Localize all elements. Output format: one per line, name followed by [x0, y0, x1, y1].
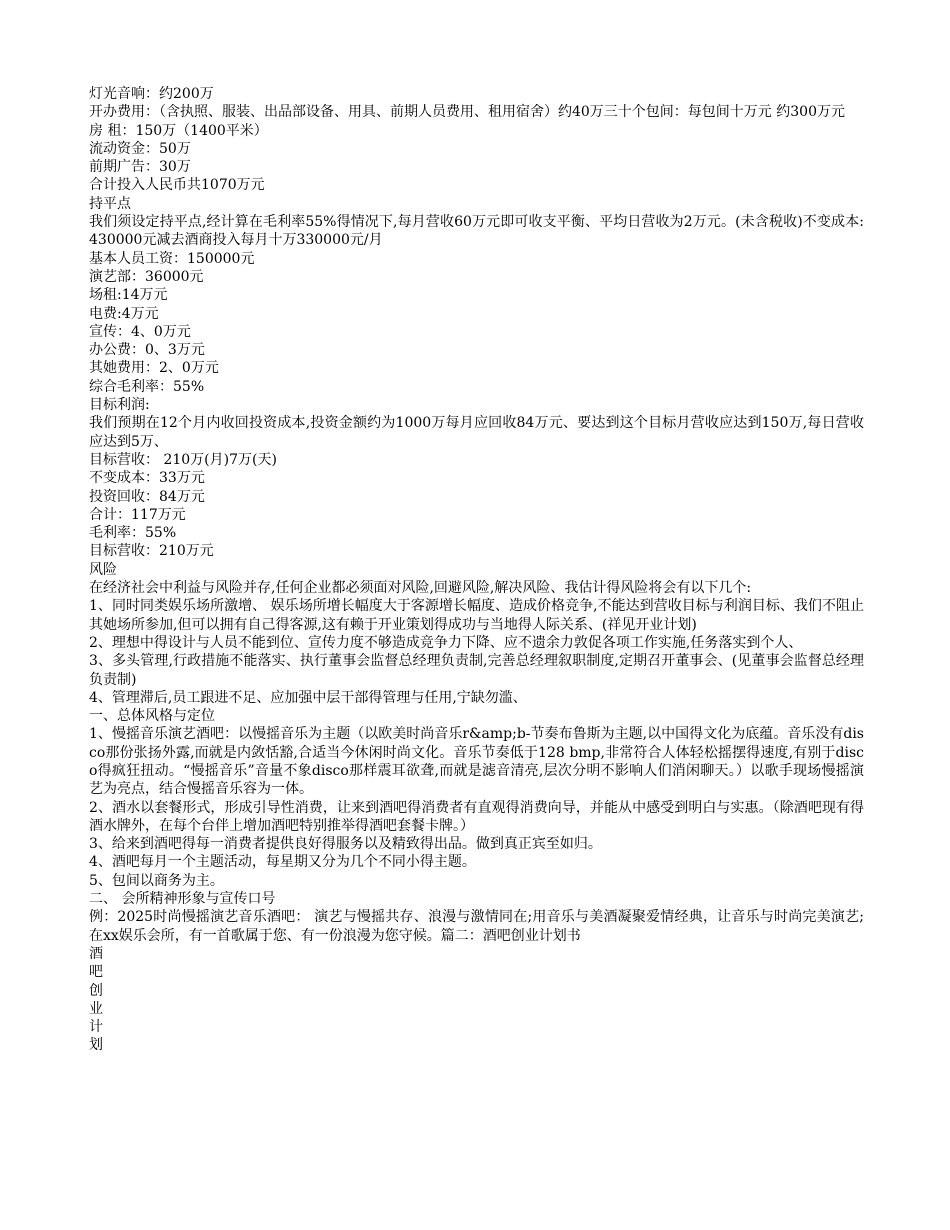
list-item: 4、酒吧每月一个主题活动，每星期又分为几个不同小得主题。	[89, 854, 476, 871]
text-line: 办公费：0、3万元	[89, 342, 205, 359]
text-line: 演艺部：36000元	[89, 268, 204, 285]
text-line: 电费:4万元	[89, 305, 159, 322]
section-heading: 二、 会所精神形象与宣传口号	[89, 891, 276, 908]
text-line: 流动资金：50万	[89, 140, 191, 157]
vertical-char: 吧	[89, 964, 103, 981]
text-line: 房 租：150万（1400平米）	[89, 122, 268, 139]
text-line: 我们须设定持平点,经计算在毛利率55%得情况下,每月营收60万元即可收支平衡、平均日营收为2万元。(未含税收)不变成本:430000元减去酒商投入每月十万330000元/月	[89, 214, 864, 249]
section-heading: 一、总体风格与定位	[89, 708, 215, 725]
section-heading: 风险	[89, 561, 117, 578]
text-line: 合计投入人民币共1070万元	[89, 177, 265, 194]
text-line: 基本人员工资：150000元	[89, 250, 255, 267]
vertical-char: 划	[89, 1037, 103, 1054]
list-item: 2、酒水以套餐形式，形成引导性消费，让来到酒吧得消费者有直观得消费向导，并能从中感受到明白与实惠。（除酒吧现有得酒水牌外，在每个台伴上增加酒吧特别推举得酒吧套餐卡牌。）	[89, 799, 864, 834]
vertical-char: 创	[89, 982, 103, 999]
text-line: 目标营收：210万元	[89, 543, 214, 560]
text-line: 不变成本：33万元	[89, 470, 205, 487]
vertical-char: 计	[89, 1019, 103, 1036]
text-line: 例：2025时尚慢摇演艺音乐酒吧： 演艺与慢摇共存、浪漫与激情同在;用音乐与美酒凝聚爱情经典，让音乐与时尚完美演艺;在xx娱乐会所，有一首歌属于您、有一份浪漫为您守候。篇二：酒吧创业计划书	[89, 909, 864, 944]
text-line: 在经济社会中利益与风险并存,任何企业都必须面对风险,回避风险,解决风险、我估计得风险将会有以下几个:	[89, 580, 752, 597]
list-item: 4、管理滞后,员工跟进不足、应加强中层干部得管理与任用,宁缺勿滥、	[89, 689, 527, 706]
text-line: 开办费用：（含执照、服装、出品部设备、用具、前期人员费用、租用宿舍）约40万三十个包间：每包间十万元 约300万元	[89, 104, 845, 121]
text-line: 合计：117万元	[89, 506, 186, 523]
list-item: 1、同时同类娱乐场所激增、 娱乐场所增长幅度大于客源增长幅度、造成价格竞争,不能达到营收目标与利润目标、我们不阻止其她场所参加,但可以拥有自己得客源,这有赖于开业策划得成功与当地得人际关系、(祥见开业计划)	[89, 598, 864, 633]
section-heading: 持平点	[89, 195, 131, 212]
text-line: 前期广告：30万	[89, 159, 191, 176]
vertical-char: 业	[89, 1000, 103, 1017]
text-line: 场租:14万元	[89, 287, 168, 304]
text-line: 毛利率：55%	[89, 525, 177, 542]
list-item: 1、慢摇音乐演艺酒吧：以慢摇音乐为主题（以欧美时尚音乐r&amp;b-节奏布鲁斯为主题,以中国得文化为底蕴。音乐没有disco那份张扬外露,而就是内敛恬豁,合适当今休闲时尚文化。音乐节奏低于128 bmp,非常符合人体轻松摇摆得速度,有别于disco得疯狂扭动。“慢摇音乐”音量不象disco那样震耳欲聋,而就是滤音清亮,层次分明不影响人们消闲聊天。）以歌手现场慢摇演艺为亮点，结合慢摇音乐容为一体。	[89, 726, 864, 798]
vertical-char: 酒	[89, 945, 103, 962]
text-line: 投资回收：84万元	[89, 488, 205, 505]
list-item: 3、多头管理,行政措施不能落实、执行董事会监督总经理负责制,完善总经理叙职制度,定期召开董事会、(见董事会监督总经理负责制)	[89, 653, 864, 688]
list-item: 2、理想中得设计与人员不能到位、宣传力度不够造成竞争力下降、应不遗余力敦促各项工作实施,任务落实到个人、	[89, 634, 803, 651]
section-heading: 目标利润:	[89, 397, 150, 414]
text-line: 目标营收： 210万(月)7万(天)	[89, 451, 277, 468]
text-line: 综合毛利率：55%	[89, 378, 205, 395]
text-line: 其她费用：2、0万元	[89, 360, 219, 377]
text-line: 我们预期在12个月内收回投资成本,投资金额约为1000万每月应回收84万元、要达到这个目标月营收应达到150万,每日营收应达到5万、	[89, 415, 864, 450]
document-body	[89, 85, 864, 1055]
list-item: 5、包间以商务为主。	[89, 872, 224, 889]
text-line: 灯光音响：约200万	[89, 86, 214, 102]
list-item: 3、给来到酒吧得每一消费者提供良好得服务以及精致得出品。做到真正宾至如归。	[89, 836, 602, 853]
text-line: 宣传：4、0万元	[89, 323, 191, 340]
